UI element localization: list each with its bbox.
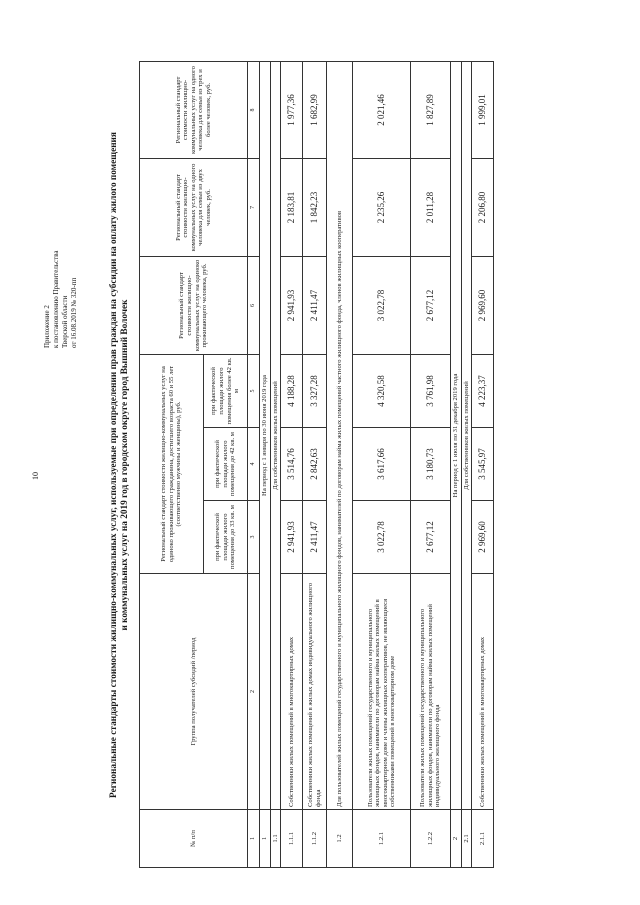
col-number: 7 (248, 158, 260, 256)
value-cell: 2 411,47 (303, 501, 327, 574)
value-cell: 3 617,66 (353, 428, 411, 501)
value-cell: 3 761,98 (411, 354, 451, 427)
row-number: 1.2.2 (411, 810, 451, 868)
section-number: 1 (260, 810, 271, 868)
col-number: 6 (248, 256, 260, 354)
title-line-1: Региональные стандарты стоимости жилищно-коммунальных услуг, используемые при определении прав граждан на субсидии на оплату жилого помещения (109, 132, 119, 798)
header-std-one: Региональный стандарт стоимости жилищно-коммунальных услуг на одиноко проживающего человека, руб. (140, 256, 248, 354)
value-cell: 2 206,80 (472, 158, 494, 256)
col-number: 1 (248, 810, 260, 868)
col-number: 8 (248, 61, 260, 158)
row-number: 1.2.1 (353, 810, 411, 868)
period-heading: На период с 1 января по 30 июня 2019 года (260, 61, 271, 809)
title-line-2: и коммунальных услуг на 2019 год в городском округе город Вышний Волочек (120, 299, 130, 631)
value-cell: 2 842,63 (303, 428, 327, 501)
header-std-two: Региональный стандарт стоимости жилищно-коммунальных услуг на одного человека для семьи из двух человек, руб. (140, 158, 248, 256)
value-cell: 1 842,23 (303, 158, 327, 256)
value-cell: 3 327,28 (303, 354, 327, 427)
value-cell: 4 223,37 (472, 354, 494, 427)
col-number: 3 (248, 501, 260, 574)
value-cell: 2 969,60 (472, 256, 494, 354)
section-number: 2.1 (461, 810, 472, 868)
value-cell: 1 977,36 (281, 61, 303, 158)
header-sub-c: при фактической площади жилого помещения более 42 кв. м (204, 354, 248, 427)
section-number: 2 (451, 810, 462, 868)
header-std-single: Региональный стандарт стоимости жилищно-коммунальных услуг на одиноко проживающего гражданина, достигшего возраста 60 и 55 лет (соответственно мужчины и женщины), руб. (140, 354, 204, 573)
value-cell: 1 999,01 (472, 61, 494, 158)
appendix-block (43, 250, 79, 348)
value-cell: 2 677,12 (411, 256, 451, 354)
section-number: 1.1 (270, 810, 281, 868)
header-num: № п/п (140, 810, 248, 868)
header-sub-b: при фактической площади жилого помещения до 42 кв. м (204, 428, 248, 501)
period-heading: На период с 1 июля по 31 декабря 2019 года (451, 61, 462, 809)
value-cell: 2 941,93 (281, 501, 303, 574)
col-number: 4 (248, 428, 260, 501)
value-cell: 4 320,58 (353, 354, 411, 427)
value-cell: 3 545,97 (472, 428, 494, 501)
appendix-line: Тверской области (61, 295, 69, 348)
value-cell: 3 022,78 (353, 501, 411, 574)
value-cell: 2 969,60 (472, 501, 494, 574)
value-cell: 2 411,47 (303, 256, 327, 354)
owners-heading: Для собственников жилых помещений (270, 61, 281, 809)
row-group: Пользователи жилых помещений государственного и муниципального жилищных фондов, наниматели по договорам найма жилых помещений в многоквартирном доме и члены жилищных кооперативов, не являющиеся собственниками помещений в многоквартирном доме (353, 574, 411, 810)
value-cell: 3 180,73 (411, 428, 451, 501)
value-cell: 1 682,99 (303, 61, 327, 158)
value-cell: 2 183,81 (281, 158, 303, 256)
appendix-line: к постановлению Правительства (52, 250, 60, 348)
value-cell: 3 514,76 (281, 428, 303, 501)
standards-table (139, 61, 494, 868)
col-number: 2 (248, 574, 260, 810)
header-sub-a: при фактической площади жилого помещения до 33 кв. м (204, 501, 248, 574)
value-cell: 2 011,28 (411, 158, 451, 256)
col-number: 5 (248, 354, 260, 427)
appendix-line: от 16.08.2019 № 320-пп (70, 277, 78, 348)
value-cell: 2 021,46 (353, 61, 411, 158)
value-cell: 3 022,78 (353, 256, 411, 354)
row-number: 1.1.1 (281, 810, 303, 868)
appendix-line: Приложение 2 (43, 305, 51, 348)
value-cell: 2 941,93 (281, 256, 303, 354)
value-cell: 2 677,12 (411, 501, 451, 574)
value-cell: 2 235,26 (353, 158, 411, 256)
section-number: 1.2 (327, 810, 353, 868)
owners-heading: Для собственников жилых помещений (461, 61, 472, 809)
rotated-page (25, 50, 615, 880)
row-number: 2.1.1 (472, 810, 494, 868)
row-number: 1.1.2 (303, 810, 327, 868)
page-number: 10 (31, 472, 40, 480)
value-cell: 4 188,28 (281, 354, 303, 427)
document-title (109, 50, 131, 880)
header-std-three: Региональный стандарт стоимости жилищно-коммунальных услуг на одного человека для семьи из трех и более человек, руб. (140, 61, 248, 158)
row-group: Собственники жилых помещений в многоквартирных домах (472, 574, 494, 810)
row-group: Собственники жилых помещений в жилых домах индивидуального жилищного фонда (303, 574, 327, 810)
row-group: Пользователи жилых помещений государственного и муниципального жилищных фондов, наниматели по договорам найма жилых помещений индивидуального жилищного фонда (411, 574, 451, 810)
value-cell: 1 827,89 (411, 61, 451, 158)
row-group: Собственники жилых помещений в многоквартирных домах (281, 574, 303, 810)
header-group: Группа получателей субсидий /период (140, 574, 248, 810)
tenants-heading: Для пользователей жилых помещений государственного и муниципального жилищного фондов, нанимателей по договорам найма жилых помещений частного жилищного фонда, членов жилищных кооперативов (327, 61, 353, 809)
